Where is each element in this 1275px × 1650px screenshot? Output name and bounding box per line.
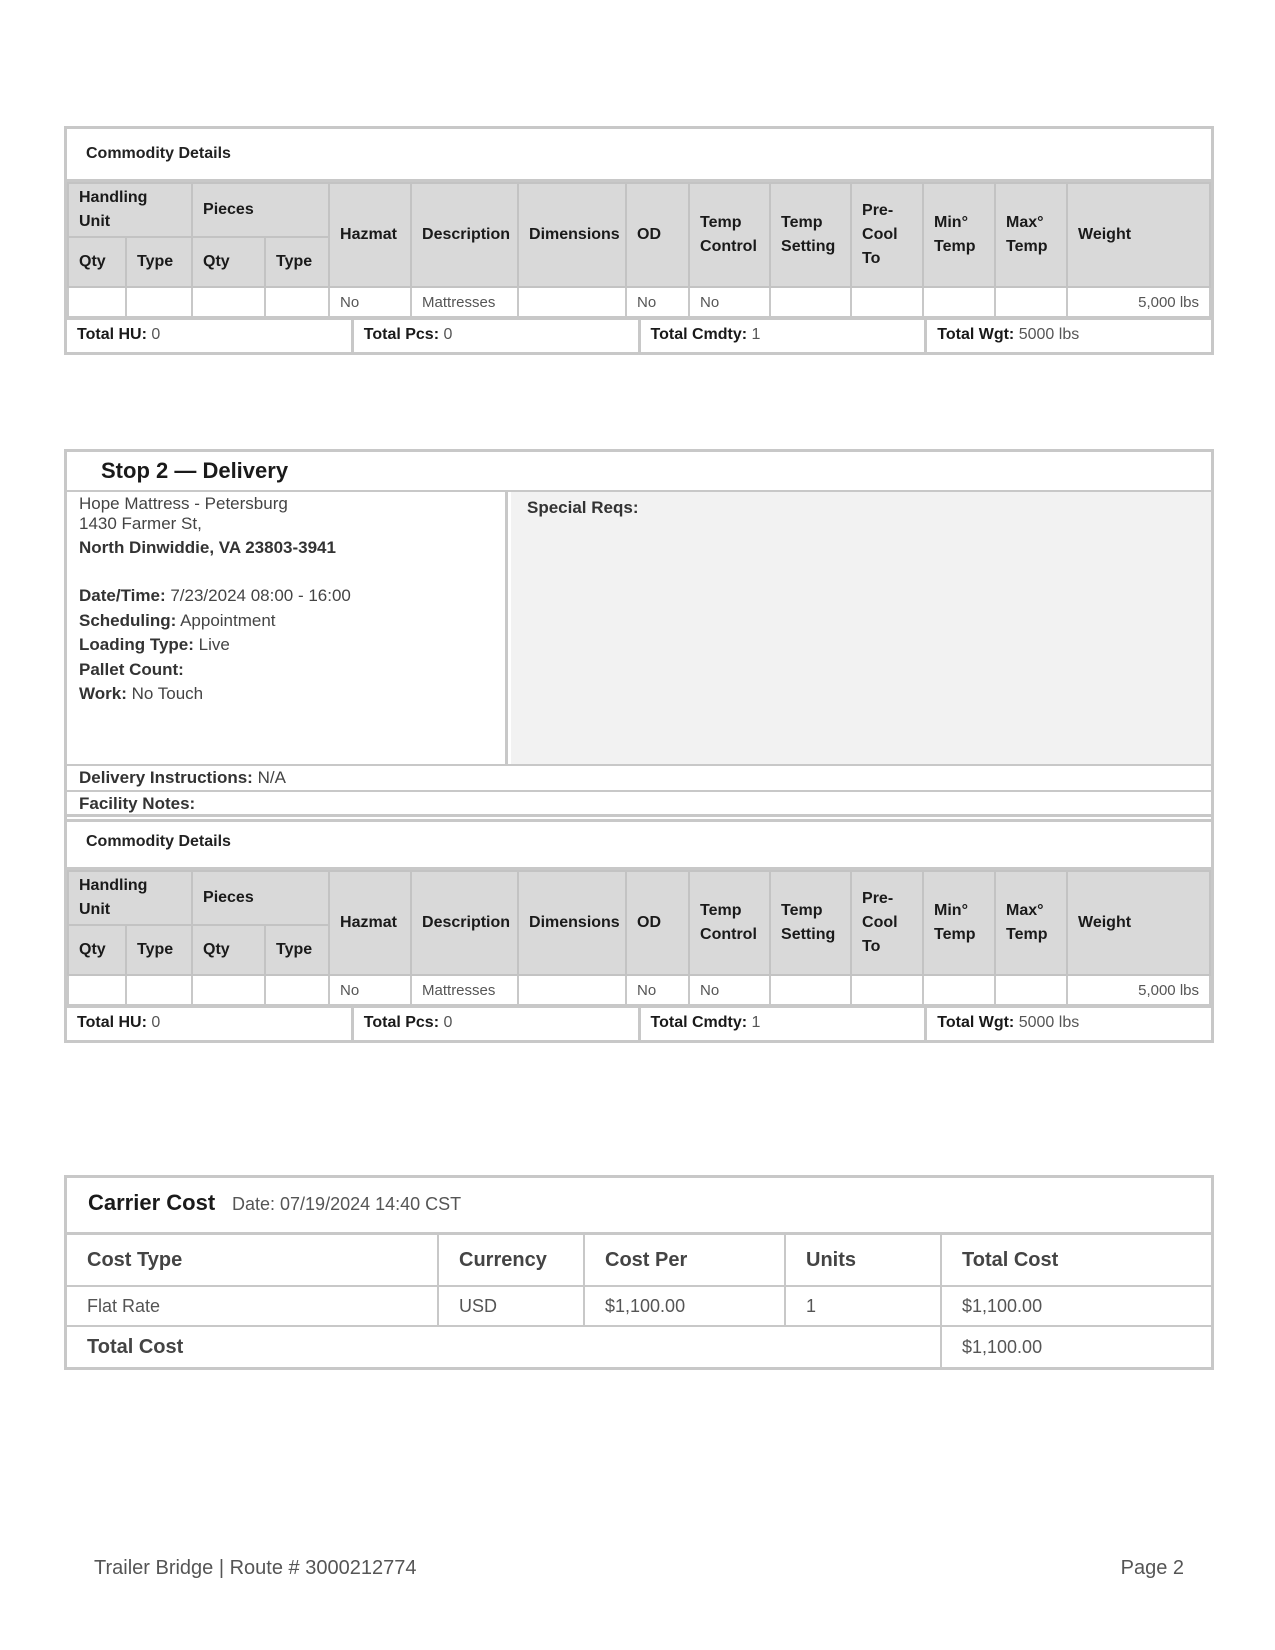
hazmat-cell: No <box>329 287 411 317</box>
footer-route: Trailer Bridge | Route # 3000212774 <box>94 1557 417 1579</box>
stop-delivery-box <box>64 449 1214 822</box>
special-reqs-label: Special Reqs: <box>527 498 639 517</box>
max-temp-cell <box>995 287 1067 317</box>
od-cell: No <box>626 975 689 1005</box>
carrier-cost-title: Carrier Cost <box>88 1190 216 1215</box>
total-pcs: Total Pcs: 0 <box>354 320 641 352</box>
pre-cool-to-header: Pre-Cool To <box>851 183 923 287</box>
commodity-details-title: Commodity Details <box>67 817 1211 870</box>
dimensions-cell <box>518 287 626 317</box>
commodity-details-table-1 <box>64 126 1214 355</box>
pre-cool-to-header: Pre-Cool To <box>851 871 923 975</box>
commodity-details-table-2 <box>64 814 1214 1043</box>
description-cell: Mattresses <box>411 975 518 1005</box>
pre-cool-to-cell <box>851 975 923 1005</box>
od-header: OD <box>626 183 689 287</box>
hu-type-header: Type <box>126 925 192 975</box>
dimensions-header: Dimensions <box>518 183 626 287</box>
carrier-cost-date: Date: 07/19/2024 14:40 CST <box>232 1194 462 1214</box>
od-header: OD <box>626 871 689 975</box>
stop-scheduling: Scheduling: Appointment <box>79 610 276 630</box>
hu-type-cell <box>126 287 192 317</box>
description-header: Description <box>411 871 518 975</box>
pre-cool-to-cell <box>851 287 923 317</box>
cost-type-cell: Flat Rate <box>67 1286 438 1326</box>
hazmat-header: Hazmat <box>329 183 411 287</box>
commodity-details-title: Commodity Details <box>67 129 1211 182</box>
pieces-type-cell <box>265 287 329 317</box>
temp-control-cell: No <box>689 287 770 317</box>
col-currency: Currency <box>438 1235 584 1286</box>
temp-setting-header: Temp Setting <box>770 871 851 975</box>
pieces-qty-header: Qty <box>192 925 265 975</box>
temp-control-cell: No <box>689 975 770 1005</box>
temp-setting-header: Temp Setting <box>770 183 851 287</box>
currency-cell: USD <box>438 1286 584 1326</box>
commodity-totals-row <box>67 318 1211 352</box>
dimensions-cell <box>518 975 626 1005</box>
hu-qty-header: Qty <box>68 925 126 975</box>
description-header: Description <box>411 183 518 287</box>
temp-control-header: Temp Control <box>689 871 770 975</box>
od-cell: No <box>626 287 689 317</box>
total-wgt: Total Wgt: 5000 lbs <box>937 326 1080 343</box>
total-cost-cell: $1,100.00 <box>941 1286 1211 1326</box>
min-temp-cell <box>923 287 995 317</box>
col-cost-per: Cost Per <box>584 1235 785 1286</box>
stop-location-name: Hope Mattress - Petersburg <box>79 494 288 513</box>
max-temp-cell <box>995 975 1067 1005</box>
temp-setting-cell <box>770 975 851 1005</box>
hu-qty-header: Qty <box>68 237 126 287</box>
min-temp-cell <box>923 975 995 1005</box>
units-cell: 1 <box>785 1286 941 1326</box>
cost-per-cell: $1,100.00 <box>584 1286 785 1326</box>
pieces-type-header: Type <box>265 237 329 287</box>
total-row <box>67 1326 1211 1367</box>
table-row <box>67 1286 1211 1326</box>
max-temp-header: Max° Temp <box>995 871 1067 975</box>
min-temp-header: Min° Temp <box>923 871 995 975</box>
col-total-cost: Total Cost <box>941 1235 1211 1286</box>
min-temp-header: Min° Temp <box>923 183 995 287</box>
pieces-qty-cell <box>192 287 265 317</box>
stop-pallet-count: Pallet Count: <box>79 659 184 679</box>
footer-page-number: Page 2 <box>1120 1557 1184 1579</box>
total-wgt: Total Wgt: 5000 lbs <box>937 1014 1080 1031</box>
hazmat-header: Hazmat <box>329 871 411 975</box>
weight-header: Weight <box>1067 183 1210 287</box>
hu-qty-cell <box>68 287 126 317</box>
delivery-instructions: Delivery Instructions: N/A <box>67 764 1211 790</box>
handling-unit-header: Handling Unit <box>68 183 192 237</box>
stop-work: Work: No Touch <box>79 684 204 703</box>
weight-header: Weight <box>1067 871 1210 975</box>
temp-setting-cell <box>770 287 851 317</box>
total-cmdty: Total Cmdty: 1 <box>641 320 928 352</box>
facility-notes: Facility Notes: <box>67 790 1211 816</box>
hu-type-header: Type <box>126 237 192 287</box>
table-row <box>68 287 1210 317</box>
weight-cell: 5,000 lbs <box>1067 287 1210 317</box>
max-temp-header: Max° Temp <box>995 183 1067 287</box>
stop-street: 1430 Farmer St, <box>79 514 202 533</box>
stop-loading-type: Loading Type: Live <box>79 635 230 654</box>
hu-type-cell <box>126 975 192 1005</box>
pieces-type-cell <box>265 975 329 1005</box>
pieces-type-header: Type <box>265 925 329 975</box>
handling-unit-header: Handling Unit <box>68 871 192 925</box>
pieces-qty-cell <box>192 975 265 1005</box>
dimensions-header: Dimensions <box>518 871 626 975</box>
col-units: Units <box>785 1235 941 1286</box>
stop-address-panel <box>67 492 508 764</box>
carrier-cost-header <box>67 1178 1211 1235</box>
hu-qty-cell <box>68 975 126 1005</box>
total-cmdty: Total Cmdty: 1 <box>641 1008 928 1040</box>
commodity-totals-row <box>67 1006 1211 1040</box>
stop-city: North Dinwiddie, VA 23803-3941 <box>79 538 336 557</box>
total-hu: Total HU: 0 <box>67 320 354 352</box>
pieces-header: Pieces <box>192 183 329 237</box>
table-row <box>68 975 1210 1005</box>
pieces-qty-header: Qty <box>192 237 265 287</box>
col-cost-type: Cost Type <box>67 1235 438 1286</box>
temp-control-header: Temp Control <box>689 183 770 287</box>
description-cell: Mattresses <box>411 287 518 317</box>
total-cost-label: Total Cost <box>67 1326 941 1367</box>
total-cost-value: $1,100.00 <box>941 1326 1211 1367</box>
total-pcs: Total Pcs: 0 <box>354 1008 641 1040</box>
carrier-cost-table <box>64 1175 1214 1370</box>
special-reqs-panel <box>511 492 1211 764</box>
pieces-header: Pieces <box>192 871 329 925</box>
stop-title: Stop 2 — Delivery <box>67 452 1211 492</box>
total-hu: Total HU: 0 <box>67 1008 354 1040</box>
hazmat-cell: No <box>329 975 411 1005</box>
stop-datetime: Date/Time: 7/23/2024 08:00 - 16:00 <box>79 586 351 605</box>
weight-cell: 5,000 lbs <box>1067 975 1210 1005</box>
